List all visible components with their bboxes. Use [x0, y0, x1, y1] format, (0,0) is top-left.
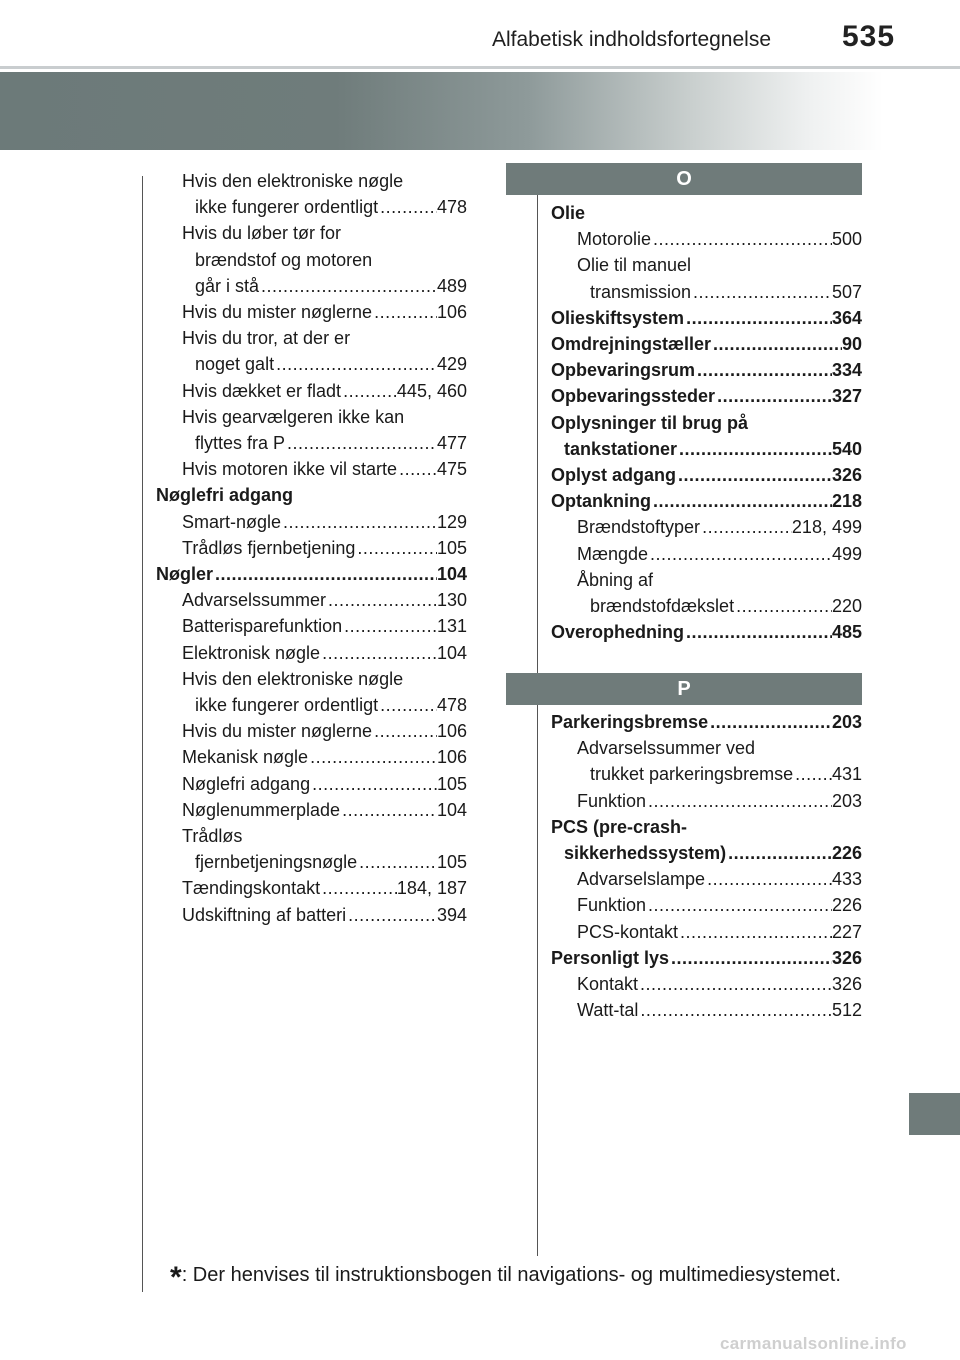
index-entry: [156, 325, 467, 351]
index-entry: [156, 535, 467, 561]
dot-leader: [715, 383, 832, 409]
dot-leader: [700, 514, 792, 540]
section-title: Alfabetisk indholdsfortegnelse: [492, 28, 772, 51]
entry-page-ref: 106: [436, 747, 467, 768]
dot-leader: [372, 299, 437, 325]
index-entry: [551, 567, 862, 593]
index-entry: [551, 709, 862, 735]
dot-leader: [684, 305, 832, 331]
index-entry: [156, 666, 467, 692]
entry-term: Elektronisk nøgle: [182, 642, 321, 663]
index-entry: [551, 279, 862, 305]
index-entry: [156, 430, 467, 456]
entry-page-ref: 184, 187: [396, 878, 467, 899]
dot-leader: [308, 744, 437, 770]
entry-term: Hvis du mister nøglerne: [182, 302, 373, 323]
dot-leader: [378, 692, 437, 718]
entry-page-ref: 507: [831, 281, 862, 302]
dot-leader: [651, 226, 832, 252]
index-entry: [156, 875, 467, 901]
entry-page-ref: 105: [436, 773, 467, 794]
entry-term: Oplyst adgang: [551, 465, 677, 486]
index-entry: [551, 305, 862, 331]
entry-term: flyttes fra P: [195, 433, 286, 454]
entry-term: brændstofdækslet: [590, 596, 735, 617]
index-entry: [156, 771, 467, 797]
dot-leader: [684, 619, 832, 645]
entry-page-ref: 226: [831, 843, 862, 864]
entry-page-ref: 203: [831, 790, 862, 811]
index-entry: [551, 788, 862, 814]
entry-page-ref: 445, 460: [396, 380, 467, 401]
entry-term: Åbning af: [577, 569, 654, 590]
index-entry: [551, 462, 862, 488]
entry-page-ref: 477: [436, 433, 467, 454]
entry-page-ref: 334: [831, 360, 862, 381]
entry-term: Mekanisk nøgle: [182, 747, 309, 768]
entry-term: Nøglenummerplade: [182, 799, 341, 820]
index-entry: [156, 299, 467, 325]
entry-term: Trådløs: [182, 826, 243, 847]
index-entry: [551, 866, 862, 892]
index-entry: [551, 541, 862, 567]
dot-leader: [793, 761, 832, 787]
entry-term: ikke fungerer ordentligt: [195, 197, 379, 218]
index-entry: [156, 404, 467, 430]
dot-leader: [341, 378, 397, 404]
index-column-p: [551, 709, 862, 1023]
entry-term: Advarselssummer: [182, 590, 327, 611]
entry-term: Nøglefri adgang: [156, 485, 294, 506]
entry-page-ref: 327: [831, 386, 862, 407]
entry-page-ref: 540: [831, 438, 862, 459]
entry-page-ref: 478: [436, 197, 467, 218]
dot-leader: [677, 436, 832, 462]
index-entry: [156, 247, 467, 273]
index-entry: [156, 587, 467, 613]
entry-page-ref: 129: [436, 511, 467, 532]
dot-leader: [638, 997, 832, 1023]
entry-page-ref: 431: [831, 764, 862, 785]
page-number: 535: [842, 20, 896, 53]
left-column-rule: [142, 176, 143, 1292]
entry-page-ref: 90: [841, 334, 862, 355]
index-entry: [156, 797, 467, 823]
entry-term: Mængde: [577, 543, 649, 564]
dot-leader: [695, 357, 832, 383]
entry-term: fjernbetjeningsnøgle: [195, 852, 358, 873]
index-entry: [551, 331, 862, 357]
entry-term: Advarselssummer ved: [577, 738, 756, 759]
entry-page-ref: 220: [831, 596, 862, 617]
entry-term: trukket parkeringsbremse: [590, 764, 794, 785]
entry-term: Advarselslampe: [577, 869, 706, 890]
dot-leader: [340, 797, 437, 823]
index-entry: [156, 194, 467, 220]
dot-leader: [397, 456, 437, 482]
entry-term: brændstof og motoren: [195, 249, 373, 270]
entry-page-ref: 394: [436, 904, 467, 925]
entry-term: Oplysninger til brug på: [551, 412, 749, 433]
entry-term: går i stå: [195, 275, 260, 296]
entry-page-ref: 218: [831, 491, 862, 512]
index-column-left: [156, 168, 467, 928]
index-entry: [551, 997, 862, 1023]
index-entry: [156, 613, 467, 639]
entry-term: noget galt: [195, 354, 275, 375]
entry-term: Smart-nøgle: [182, 511, 282, 532]
dot-leader: [648, 541, 832, 567]
index-entry: [156, 509, 467, 535]
dot-leader: [342, 613, 437, 639]
entry-term: tankstationer: [564, 438, 678, 459]
entry-term: Hvis du tror, at der er: [182, 328, 351, 349]
entry-term: Hvis gearvælgeren ikke kan: [182, 406, 405, 427]
index-entry: [156, 456, 467, 482]
index-entry: [156, 351, 467, 377]
index-entry: [156, 168, 467, 194]
entry-term: Watt-tal: [577, 1000, 639, 1021]
index-entry: [551, 436, 862, 462]
entry-page-ref: 499: [831, 543, 862, 564]
entry-term: Hvis motoren ikke vil starte: [182, 459, 398, 480]
entry-term: ikke fungerer ordentligt: [195, 695, 379, 716]
entry-page-ref: 433: [831, 869, 862, 890]
index-entry: [156, 823, 467, 849]
entry-term: Funktion: [577, 895, 647, 916]
dot-leader: [734, 593, 832, 619]
dot-leader: [726, 840, 832, 866]
dot-leader: [357, 849, 437, 875]
entry-term: Opbevaringsrum: [551, 360, 696, 381]
dot-leader: [705, 866, 832, 892]
dot-leader: [213, 561, 437, 587]
chapter-tab: [909, 1093, 960, 1135]
letter-heading-p: P: [506, 673, 862, 705]
entry-page-ref: 106: [436, 302, 467, 323]
entry-term: Kontakt: [577, 974, 639, 995]
index-entry: [156, 902, 467, 928]
index-entry: [156, 482, 467, 508]
index-entry: [551, 593, 862, 619]
entry-page-ref: 203: [831, 712, 862, 732]
index-entry: [156, 849, 467, 875]
entry-term: Funktion: [577, 790, 647, 811]
entry-page-ref: 105: [436, 852, 467, 873]
index-entry: [156, 273, 467, 299]
index-entry: [551, 892, 862, 918]
entry-page-ref: 364: [831, 307, 862, 328]
entry-term: Tændingskontakt: [182, 878, 321, 899]
entry-page-ref: 512: [831, 1000, 862, 1021]
entry-term: Brændstoftyper: [577, 517, 701, 538]
entry-term: Olieskiftsystem: [551, 307, 685, 328]
watermark: carmanualsonline.info: [720, 1334, 907, 1353]
index-entry: [156, 744, 467, 770]
entry-page-ref: 104: [436, 642, 467, 663]
dot-leader: [691, 279, 832, 305]
index-entry: [551, 971, 862, 997]
dot-leader: [711, 331, 842, 357]
entry-term: Hvis du mister nøglerne: [182, 721, 373, 742]
dot-leader: [326, 587, 437, 613]
entry-term: Hvis dækket er fladt: [182, 380, 342, 401]
index-entry: [551, 357, 862, 383]
index-entry: [551, 252, 862, 278]
entry-page-ref: 218, 499: [791, 517, 862, 538]
index-entry: [551, 919, 862, 945]
index-entry: [156, 718, 467, 744]
dot-leader: [281, 509, 437, 535]
letter-heading-o: O: [506, 163, 862, 195]
index-entry: [156, 692, 467, 718]
entry-page-ref: 106: [436, 721, 467, 742]
entry-term: Trådløs fjernbetjening: [182, 537, 356, 558]
dot-leader: [259, 273, 437, 299]
entry-term: Motorolie: [577, 229, 652, 250]
footnote-marker: *: [170, 1261, 182, 1294]
dot-leader: [678, 919, 832, 945]
entry-term: Batterisparefunktion: [182, 616, 343, 637]
entry-page-ref: 500: [831, 229, 862, 250]
entry-term: Nøgler: [156, 564, 214, 585]
index-entry: [551, 383, 862, 409]
entry-page-ref: 130: [436, 590, 467, 611]
entry-page-ref: 226: [831, 895, 862, 916]
dot-leader: [346, 902, 437, 928]
entry-term: Optankning: [551, 491, 651, 512]
footnote: [170, 1255, 841, 1294]
header-strip: [0, 0, 960, 66]
dot-leader: [646, 788, 832, 814]
entry-term: PCS (pre-crash-: [551, 816, 688, 837]
index-entry: [551, 619, 862, 645]
dot-leader: [355, 535, 437, 561]
entry-term: Parkeringsbremse: [551, 712, 709, 732]
header-banner: [0, 72, 960, 150]
dot-leader: [638, 971, 832, 997]
index-column-o: [551, 200, 862, 645]
entry-page-ref: 227: [831, 921, 862, 942]
entry-page-ref: 429: [436, 354, 467, 375]
center-column-rule: [537, 176, 538, 1256]
entry-page-ref: 326: [831, 947, 862, 968]
index-entry: [551, 761, 862, 787]
entry-term: PCS-kontakt: [577, 921, 679, 942]
index-entry: [156, 561, 467, 587]
dot-leader: [320, 875, 397, 901]
entry-page-ref: 104: [436, 799, 467, 820]
index-entry: [156, 640, 467, 666]
index-entry: [551, 488, 862, 514]
dot-leader: [372, 718, 437, 744]
index-entry: [551, 514, 862, 540]
entry-page-ref: 475: [436, 459, 467, 480]
dot-leader: [651, 488, 832, 514]
entry-term: Nøglefri adgang: [182, 773, 311, 794]
dot-leader: [669, 945, 832, 971]
entry-page-ref: 326: [831, 465, 862, 486]
dot-leader: [676, 462, 832, 488]
index-entry: [551, 200, 862, 226]
header-divider: [0, 66, 960, 69]
entry-term: transmission: [590, 281, 692, 302]
index-entry: [551, 840, 862, 866]
dot-leader: [320, 640, 437, 666]
index-entry: [551, 814, 862, 840]
entry-page-ref: 131: [436, 616, 467, 637]
index-entry: [551, 945, 862, 971]
entry-page-ref: 104: [436, 564, 467, 585]
index-entry: [551, 735, 862, 761]
index-entry: [551, 410, 862, 436]
entry-page-ref: 485: [831, 622, 862, 643]
index-entry: [156, 220, 467, 246]
dot-leader: [285, 430, 437, 456]
entry-term: Overophedning: [551, 622, 685, 643]
dot-leader: [310, 771, 437, 797]
entry-term: Omdrejningstæller: [551, 334, 712, 355]
entry-term: Udskiftning af batteri: [182, 904, 347, 925]
entry-page-ref: 478: [436, 695, 467, 716]
entry-page-ref: 326: [831, 974, 862, 995]
entry-page-ref: 105: [436, 537, 467, 558]
dot-leader: [646, 892, 832, 918]
footnote-text: : Der henvises til instruktionsbogen til navigations- og multimediesystemet.: [181, 1264, 841, 1286]
dot-leader: [274, 351, 437, 377]
entry-term: sikkerhedssystem): [564, 843, 727, 864]
entry-term: Hvis den elektroniske nøgle: [182, 171, 404, 191]
index-entry: [551, 226, 862, 252]
entry-term: Hvis den elektroniske nøgle: [182, 668, 404, 689]
entry-page-ref: 489: [436, 275, 467, 296]
dot-leader: [378, 194, 437, 220]
entry-term: Hvis du løber tør for: [182, 223, 342, 244]
entry-term: Olie til manuel: [577, 255, 692, 276]
entry-term: Personligt lys: [551, 947, 670, 968]
entry-term: Olie: [551, 203, 586, 223]
index-entry: [156, 378, 467, 404]
dot-leader: [708, 709, 832, 735]
entry-term: Opbevaringssteder: [551, 386, 716, 407]
